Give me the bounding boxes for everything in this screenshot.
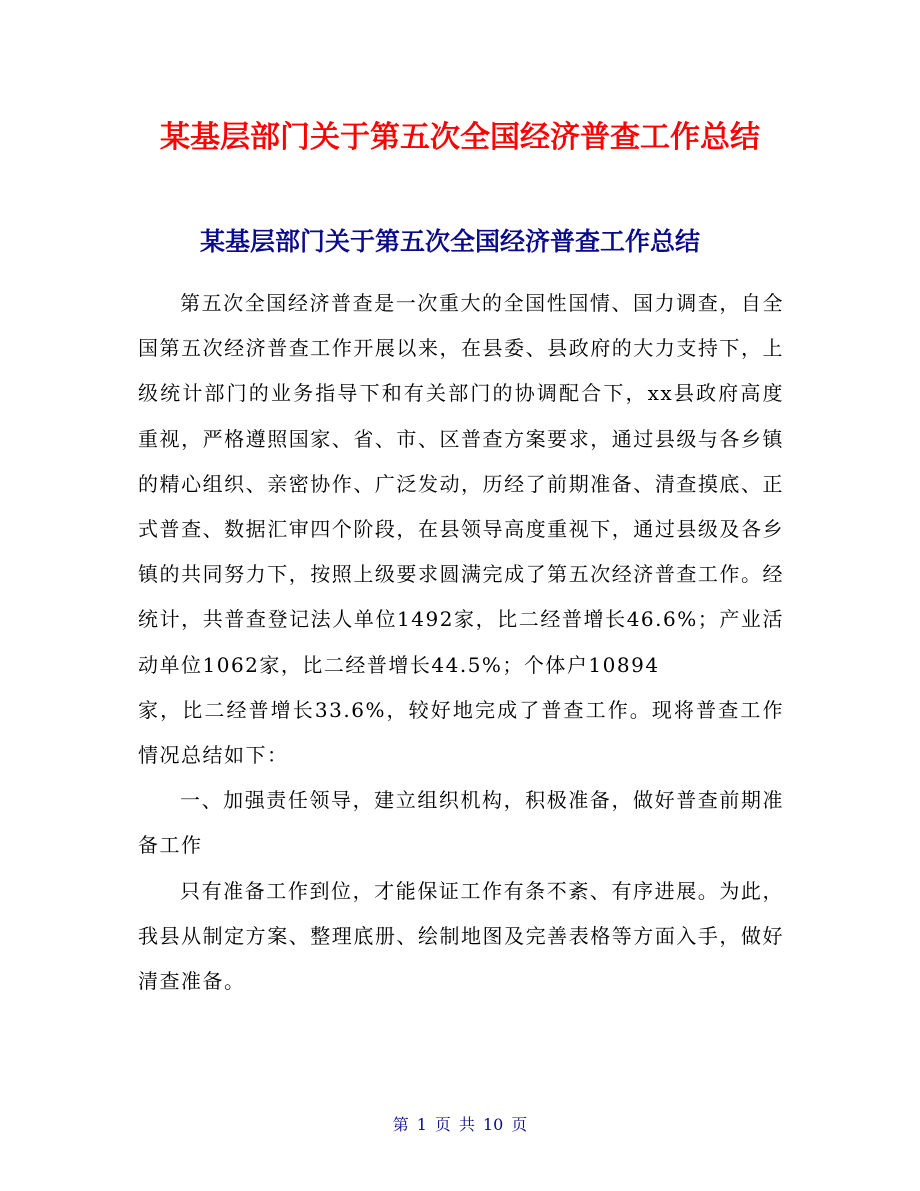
footer-prefix: 第 (392, 1115, 409, 1134)
footer-total-prefix: 共 (458, 1115, 475, 1134)
paragraph-section-1: 只有准备工作到位，才能保证工作有条不紊、有序进展。为此，我县从制定方案、整理底册、绘制地图及完善表格等方面入手，做好清查准备。 (138, 878, 784, 994)
footer-total-pages: 10 (482, 1115, 504, 1134)
section-heading-1: 一、加强责任领导，建立组织机构，积极准备，做好普查前期准备工作 (138, 788, 784, 858)
document-sub-title: 某基层部门关于第五次全国经济普查工作总结 (199, 227, 700, 256)
document-body (138, 281, 784, 1004)
footer-page-word: 页 (434, 1115, 451, 1134)
paragraph-intro: 第五次全国经济普查是一次重大的全国性国情、国力调查，自全国第五次经济普查工作开展以来，在县委、县政府的大力支持下，上级统计部门的业务指导下和有关部门的协调配合下，xx县政府高度重视，严格遵照国家、省、市、区普查方案要求，通过县级与各乡镇的精心组织、亲密协作、广泛发动，历经了前期准备、清查摸底、正式普查、数据汇审四个阶段，在县领导高度重视下，通过县级及各乡镇的共同努力下，按照上级要求圆满完成了第五次经济普查工作。经统计，共普查登记法人单位1492家，比二经普增长46.6%；产业活动单位1062家，比二经普增长44.5%；个体户10894 (138, 291, 784, 677)
page-footer (0, 1112, 920, 1138)
document-main-title: 某基层部门关于第五次全国经济普查工作总结 (160, 120, 760, 155)
footer-current-page: 1 (416, 1115, 427, 1134)
paragraph-intro-continued: 家，比二经普增长33.6%，较好地完成了普查工作。现将普查工作情况总结如下： (138, 697, 784, 768)
footer-suffix: 页 (511, 1115, 528, 1134)
